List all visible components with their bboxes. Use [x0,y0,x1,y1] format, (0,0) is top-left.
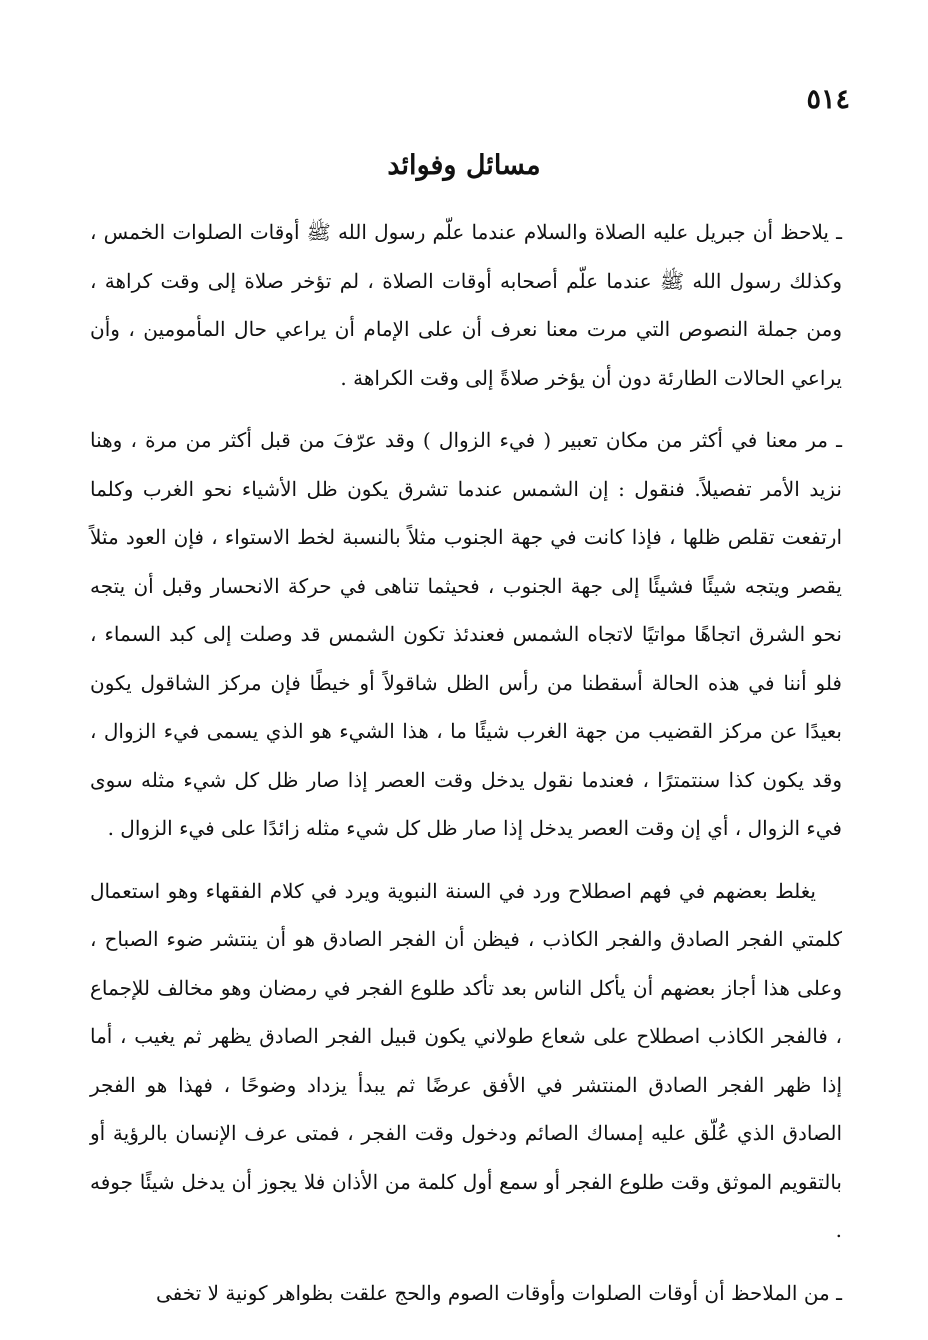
page-number: ٥١٤ [806,84,850,115]
paragraph-prayer-times: ـ يلاحظ أن جبريل عليه الصلاة والسلام عندما علّم رسول الله ﷺ أوقات الصلوات الخمس ، وكذلك رسول الله ﷺ عندما علّم أصحابه أوقات الصلاة ، لم تؤخر صلاة إلى وقت كراهة ، ومن جملة النصوص التي مرت معنا نعرف أن على الإمام أن يراعي حال المأمومين ، وأن يراعي الحالات الطارئة دون أن يؤخر صلاةً إلى وقت الكراهة . [90,220,842,390]
paragraph-true-dawn: يغلط بعضهم في فهم اصطلاح ورد في السنة النبوية ويرد في كلام الفقهاء وهو استعمال كلمتي الفجر الصادق والفجر الكاذب ، فيظن أن الفجر الصادق هو أن ينتشر ضوء الصباح ، وعلى هذا أجاز بعضهم أن يأكل الناس بعد تأكد طلوع الفجر في رمضان وهو مخالف للإجماع ، فالفجر الكاذب اصطلاح على شعاع طولاني يكون قبيل الفجر الصادق يظهر ثم يغيب ، أما إذا ظهر الفجر الصادق المنتشر في الأفق عرضًا ثم يبدأ يزداد وضوحًا ، فهذا هو الفجر الصادق الذي عُلّق عليه إمساك الصائم ودخول وقت الفجر ، فمتى عرف الإنسان بالرؤية أو بالتقويم الموثق وقت طلوع الفجر أو سمع أول كلمة من الأذان فلا يجوز أن يدخل شيئًا جوفه . [90,878,842,1242]
page-title: مسائل وفوائد [387,150,541,181]
paragraph-fay-al-zawal: ـ مر معنا في أكثر من مكان تعبير ( فيء الزوال ) وقد عرّفَ من قبل أكثر من مرة ، وهنا نزيد الأمر تفصيلاً. فنقول : إن الشمس عندما تشرق يكون ظل الأشياء نحو الغرب وكلما ارتفعت تقلص ظلها ، فإذا كانت في جهة الجنوب مثلاً بالنسبة لخط الاستواء ، فإن العود مثلاً يقصر ويتجه شيئًا فشيئًا إلى جهة الجنوب ، فحيثما تناهى في حركة الانحسار وقبل أن يتجه نحو الشرق اتجاهًا مواتيًا لاتجاه الشمس فعندئذ تكون الشمس قد وصلت إلى كبد السماء ، فلو أننا في هذه الحالة أسقطنا من رأس الظل شاقولاً أو خيطًا فإن مركز الشاقول يكون بعيدًا عن مركز القضيب من جهة الغرب شيئًا ما ، هذا الشيء هو الذي يسمى فيء الزوال ، وقد يكون كذا سنتمترًا ، فعندما نقول يدخل وقت العصر إذا صار ظل كل شيء مثله سوى فيء الزوال ، أي إن وقت العصر يدخل إذا صار ظل كل شيء مثله زائدًا على فيء الزوال . [90,428,842,840]
paragraph-cosmic-signs: ـ من الملاحظ أن أوقات الصلوات وأوقات الصوم والحج علقت بظواهر كونية لا تخفى [155,1280,842,1305]
document-body [90,208,842,1317]
